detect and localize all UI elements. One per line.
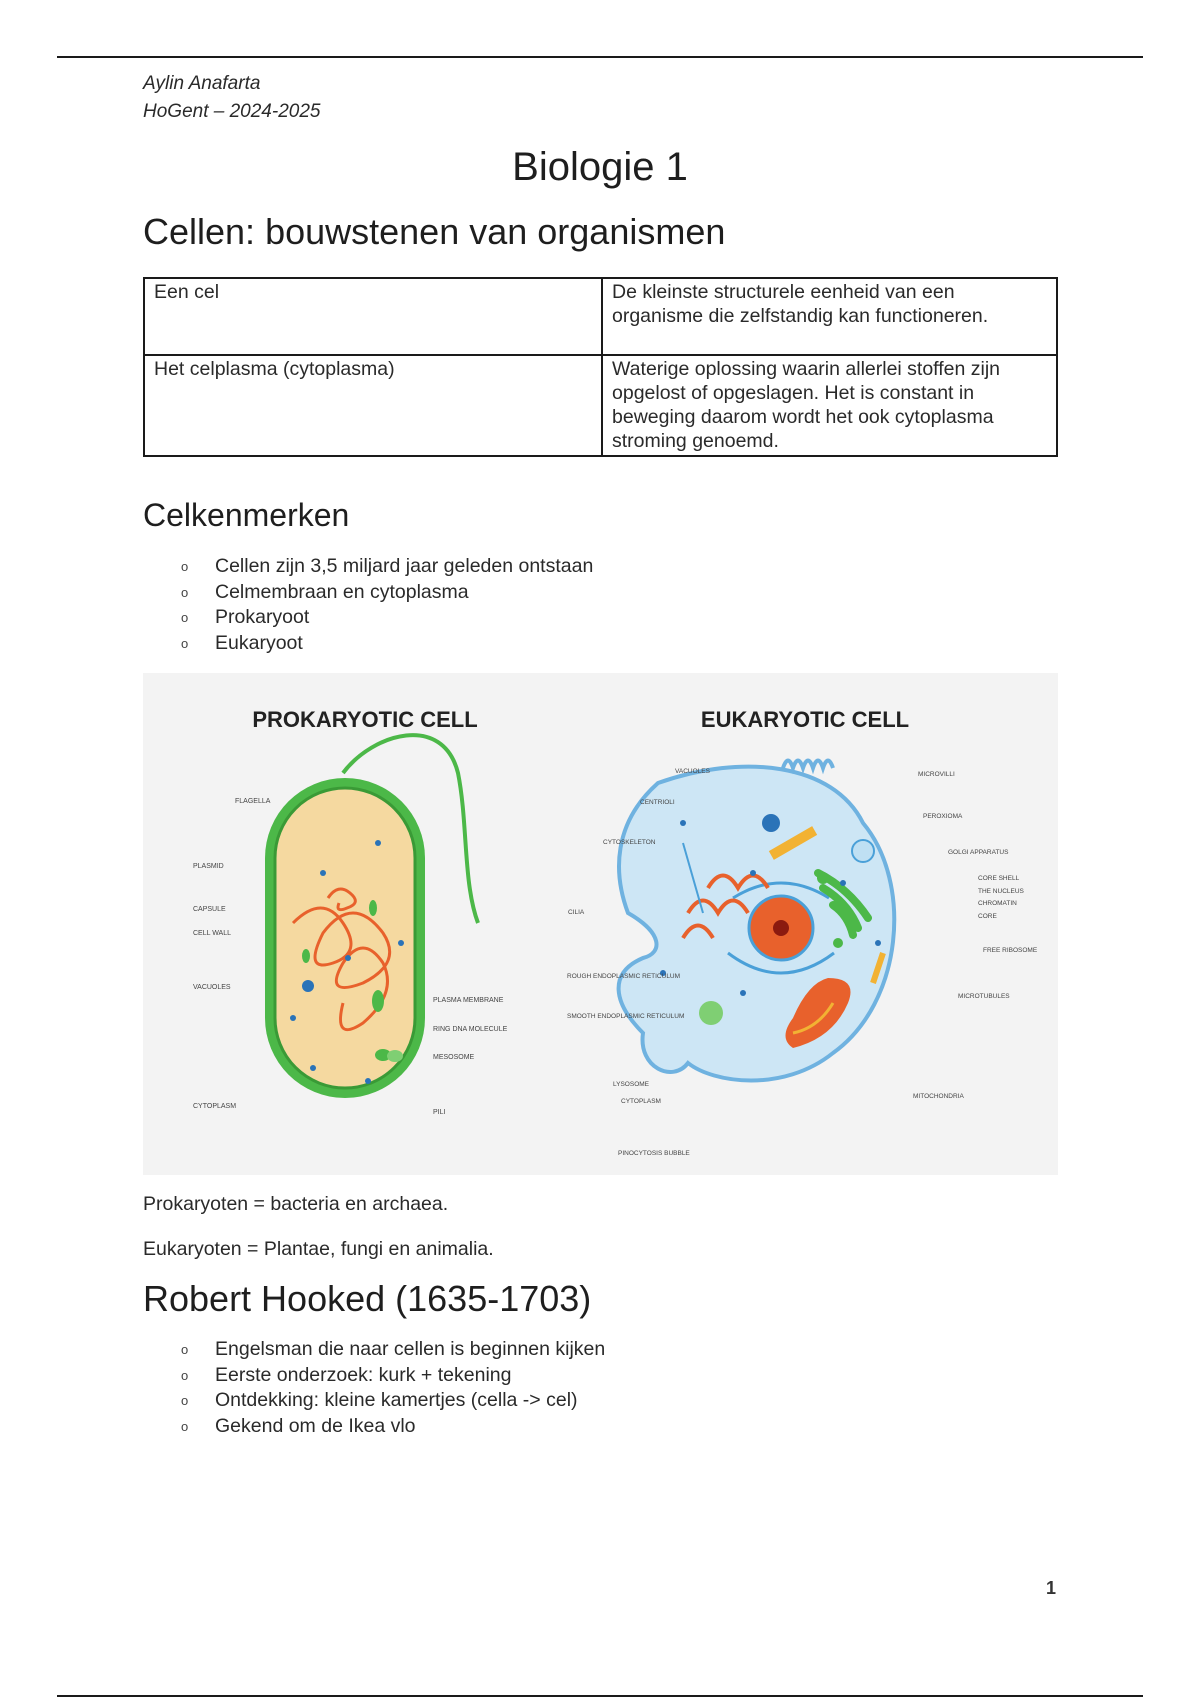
prokaryotic-cell-drawing [265,735,478,1098]
label-lysosome: LYSOSOME [613,1081,650,1088]
label-plasma-membrane: PLASMA MEMBRANE [433,997,504,1004]
bullet-circle-icon: o [181,1367,189,1383]
table-row [144,278,1057,355]
table-row [144,355,1057,456]
list-item-text: Celmembraan en cytoplasma [215,580,469,603]
label-pili: PILI [433,1109,446,1116]
label-mitochondria: MITOCHONDRIA [913,1093,964,1100]
author-name: Aylin Anafarta [143,73,261,94]
label-golgi: GOLGI APPARATUS [948,849,1009,856]
list-item-text: Ontdekking: kleine kamertjes (cella -> cel) [215,1389,578,1411]
document-title: Biologie 1 [512,145,688,189]
list-item [181,631,593,657]
list-item-text: Cellen zijn 3,5 miljard jaar geleden ontstaan [215,555,594,577]
section-heading-features: Celkenmerken [143,497,350,533]
definition-cell: Waterige oplossing waarin allerlei stoffen zijn opgelost of opgeslagen. Het is constant in beweging daarom wordt het ook cytoplasma stroming genoemd. [602,355,1057,456]
label-pinocytosis: PINOCYTOSIS BUBBLE [618,1150,690,1157]
label-mesosome: MESOSOME [433,1054,475,1061]
features-list [181,554,593,656]
section-heading-hooke: Robert Hooked (1635-1703) [143,1278,592,1319]
note-eukaryotes: Eukaryoten = Plantae, fungi en animalia. [143,1238,494,1260]
label-free-ribosome: FREE RIBOSOME [983,947,1038,954]
definitions-table [143,277,1058,457]
bullet-circle-icon: o [181,1393,189,1408]
label-chromatin: CHROMATIN [978,900,1017,907]
top-rule [57,56,1143,58]
bullet-circle-icon: o [181,610,189,625]
label-cell-wall: CELL WALL [193,930,231,937]
page-number: 1 [1046,1578,1057,1598]
label-flagella: FLAGELLA [235,798,271,805]
bullet-circle-icon: o [181,584,189,600]
list-item [181,554,593,580]
label-core: CORE [978,913,997,920]
label-cytoskeleton: CYTOSKELETON [603,839,656,846]
list-item [181,580,593,606]
label-smooth-er: SMOOTH ENDOPLASMIC RETICULUM [567,1013,685,1020]
bottom-rule [57,1695,1143,1697]
school-year: HoGent – 2024-2025 [143,101,321,122]
label-plasmid: PLASMID [193,863,224,870]
label-cilia: CILIA [568,909,585,916]
list-item [181,1414,605,1440]
list-item-text: Eerste onderzoek: kurk + tekening [215,1363,512,1386]
label-capsule: CAPSULE [193,906,226,913]
bullet-circle-icon: o [181,1342,189,1357]
list-item [181,1337,605,1363]
list-item-text: Eukaryoot [215,631,303,654]
definition-cell: De kleinste structurele eenheid van een organisme die zelfstandig kan functioneren. [602,278,1057,355]
list-item [181,1388,605,1414]
hooke-list [181,1337,605,1439]
term-cell: Een cel [144,278,602,355]
eukaryote-title: EUKARYOTIC CELL [700,707,910,732]
cell-diagram-figure [143,673,1058,1175]
label-rough-er: ROUGH ENDOPLASMIC RETICULUM [567,973,681,980]
label-peroxioma: PEROXIOMA [923,813,963,820]
eukaryotic-cell-drawing [619,761,895,1081]
label-vacuoles: VACUOLES [193,984,231,991]
term-cell: Het celplasma (cytoplasma) [144,355,602,456]
label-centrioli: CENTRIOLI [640,799,675,806]
prokaryote-title: PROKARYOTIC CELL [252,707,478,732]
label-core-shell: CORE SHELL [978,875,1020,882]
label-nucleus: THE NUCLEUS [978,888,1024,895]
bullet-circle-icon: o [181,635,189,651]
label-ring-dna: RING DNA MOLECULE [433,1026,508,1033]
bullet-circle-icon: o [181,559,189,574]
label-microvilli: MICROVILLI [918,771,955,778]
label-cytoplasm: CYTOPLASM [193,1103,237,1110]
label-cytoplasm: CYTOPLASM [621,1098,661,1105]
label-microtubules: MICROTUBULES [958,993,1010,1000]
list-item [181,605,593,631]
list-item [181,1363,605,1389]
label-vacuoles: VACUOLES [675,768,710,775]
list-item-text: Gekend om de Ikea vlo [215,1414,416,1437]
list-item-text: Prokaryoot [215,606,310,628]
section-heading-cells: Cellen: bouwstenen van organismen [143,211,726,252]
note-prokaryotes: Prokaryoten = bacteria en archaea. [143,1193,449,1215]
list-item-text: Engelsman die naar cellen is beginnen kijken [215,1338,606,1360]
bullet-circle-icon: o [181,1418,189,1434]
